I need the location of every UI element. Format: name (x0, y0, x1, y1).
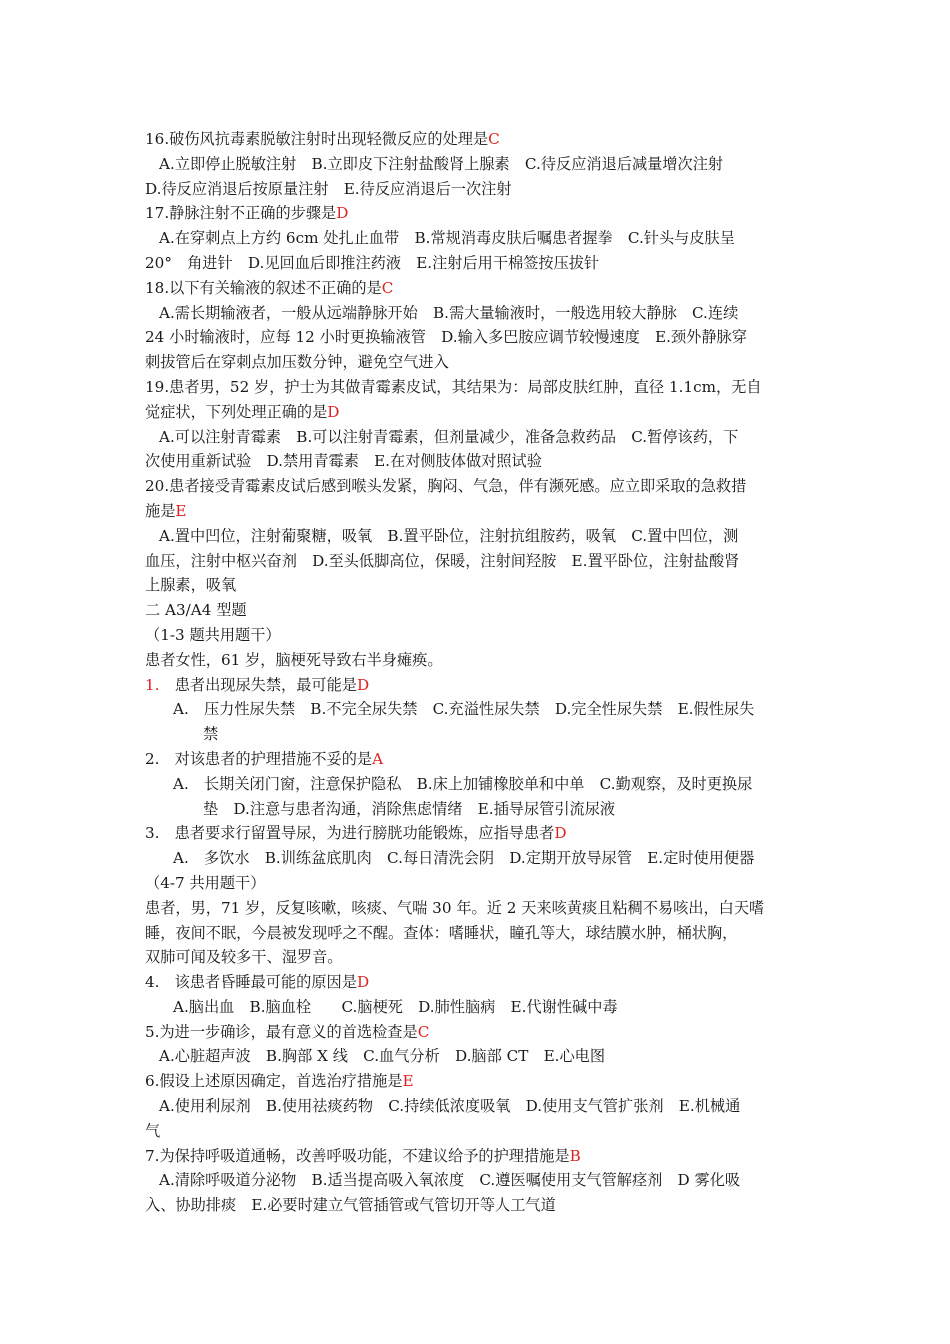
options-line: A. 长期关闭门窗，注意保护隐私 B.床上加铺橡胶单和中单 C.勤观察，及时更换尿 (173, 774, 753, 793)
options-line: A.可以注射青霉素 B.可以注射青霉素，但剂量减少，准备急救药品 C.暂停该药，下 (159, 427, 739, 446)
question-stem: 2. 对该患者的护理措施不妥的是 (145, 749, 373, 768)
options-line: 血压，注射中枢兴奋剂 D.至头低脚高位，保暖，注射间羟胺 E.置平卧位，注射盐酸肾 (145, 551, 740, 570)
options-line: A.在穿刺点上方约 6cm 处扎止血带 B.常规消毒皮肤后嘱患者握拳 C.针头与皮肤呈 (159, 229, 735, 248)
question-3 (145, 821, 817, 871)
answer-key: A (372, 749, 384, 768)
question-stem: 18.以下有关输液的叙述不正确的是 (145, 278, 382, 297)
question-2 (145, 747, 817, 821)
answer-key: C (381, 278, 394, 297)
answer-key: C (417, 1022, 430, 1041)
answer-key: D (554, 824, 567, 843)
options-line: A.置中凹位，注射葡聚糖，吸氧 B.置平卧位，注射抗组胺药，吸氧 C.置中凹位，测 (159, 526, 739, 545)
question-stem: 16.破伤风抗毒素脱敏注射时出现轻微反应的处理是 (145, 130, 489, 148)
options-line: A.使用利尿剂 B.使用祛痰药物 C.持续低浓度吸氧 D.使用支气管扩张剂 E.机械通 (159, 1097, 741, 1116)
answer-key: D (356, 675, 370, 694)
answer-key: E (175, 501, 187, 520)
options-line: A.心脏超声波 B.胸部 X 线 C.血气分析 D.脑部 CT E.心电图 (159, 1047, 606, 1066)
answer-key: C (488, 130, 500, 148)
question-stem: 患者出现尿失禁，最可能是 (159, 675, 357, 694)
answer-key: D (336, 204, 349, 223)
options-line: 次使用重新试验 D.禁用青霉素 E.在对侧肢体做对照试验 (145, 452, 542, 471)
options-line: A.脑出血 B.脑血栓 C.脑梗死 D.肺性脑病 E.代谢性碱中毒 (173, 997, 618, 1016)
options-line: 气 (145, 1121, 161, 1140)
question-4 (145, 970, 817, 1020)
options-line: 24 小时输液时，应每 12 小时更换输液管 D.输入多巴胺应调节较慢速度 E.颈外静脉穿 (145, 328, 747, 347)
question-20 (145, 474, 817, 598)
group-label: （4-7 共用题干） (145, 873, 266, 892)
question-stem: 4. 该患者昏睡最可能的原因是 (145, 973, 357, 992)
options-line: 上腺素，吸氧 (145, 576, 237, 595)
question-19 (145, 375, 817, 474)
question-stem: 3. 患者要求行留置导尿，为进行膀胱功能锻炼，应指导患者 (145, 824, 555, 843)
options-line: A. 多饮水 B.训练盆底肌肉 C.每日清洗会阴 D.定期开放导尿管 E.定时使用便器 (173, 849, 755, 868)
group-stem: 患者女性，61 岁，脑梗死导致右半身瘫痪。 (145, 650, 443, 669)
section-heading: 二 A3/A4 型题 (145, 601, 247, 620)
options-line: A.立即停止脱敏注射 B.立即皮下注射盐酸肾上腺素 C.待反应消退后减量增次注射 (159, 154, 724, 173)
options-line: 垫 D.注意与患者沟通，消除焦虑情绪 E.插导尿管引流尿液 (203, 799, 616, 818)
question-list (145, 127, 817, 1218)
group-stem: 睡，夜间不眠，今晨被发现呼之不醒。查体：嗜睡状，瞳孔等大，球结膜水肿，桶状胸， (145, 923, 738, 942)
question-17 (145, 201, 817, 275)
question-group-4-7 (145, 871, 817, 1218)
options-line: A. 压力性尿失禁 B.不完全尿失禁 C.充溢性尿失禁 D.完全性尿失禁 E.假性尿失 (173, 700, 755, 719)
question-stem: 19.患者男，52 岁，护士为其做青霉素皮试，其结果为：局部皮肤红肿，直径 1.1cm，无自 (145, 377, 762, 396)
options-line: 20° 角进针 D.见回血后即推注药液 E.注射后用干棉签按压拔针 (145, 253, 600, 272)
question-number: 1. (145, 675, 160, 694)
question-5 (145, 1020, 817, 1070)
group-label: （1-3 题共用题干） (145, 625, 281, 644)
question-18 (145, 276, 817, 375)
question-7 (145, 1144, 817, 1218)
answer-key: E (402, 1072, 414, 1091)
question-stem: 20.患者接受青霉素皮试后感到喉头发紧，胸闷、气急，伴有濒死感。应立即采取的急救措 (145, 477, 747, 496)
question-16 (145, 127, 817, 201)
group-stem: 双肺可闻及较多干、湿罗音。 (145, 948, 343, 967)
options-line: A.需长期输液者，一般从远端静脉开始 B.需大量输液时，一般选用较大静脉 C.连续 (159, 303, 739, 322)
question-stem: 施是 (145, 501, 176, 520)
options-line: 禁 (203, 725, 219, 744)
question-6 (145, 1069, 817, 1143)
answer-key: D (356, 973, 370, 992)
question-stem: 7.为保持呼吸道通畅，改善呼吸功能，不建议给予的护理措施是 (145, 1146, 570, 1165)
question-group-1-3 (145, 623, 817, 871)
question-stem: 觉症状，下列处理正确的是 (145, 402, 328, 421)
question-1 (145, 673, 817, 747)
options-line: A.清除呼吸道分泌物 B.适当提高吸入氧浓度 C.遵医嘱使用支气管解痉剂 D 雾化吸 (159, 1171, 741, 1190)
answer-key: D (327, 402, 340, 421)
options-line: 入、协助排痰 E.必要时建立气管插管或气管切开等人工气道 (145, 1196, 556, 1215)
question-stem: 6.假设上述原因确定，首选治疗措施是 (145, 1072, 403, 1091)
question-stem: 5.为进一步确诊，最有意义的首选检查是 (145, 1022, 418, 1041)
options-line: 刺拔管后在穿刺点加压数分钟，避免空气进入 (145, 353, 449, 372)
question-stem: 17.静脉注射不正确的步骤是 (145, 204, 337, 223)
options-line: D.待反应消退后按原量注射 E.待反应消退后一次注射 (145, 179, 512, 198)
group-stem: 患者，男，71 岁，反复咳嗽，咳痰、气喘 30 年。近 2 天来咳黄痰且粘稠不易咳出，白天嗜 (145, 898, 765, 917)
answer-key: B (569, 1146, 581, 1165)
